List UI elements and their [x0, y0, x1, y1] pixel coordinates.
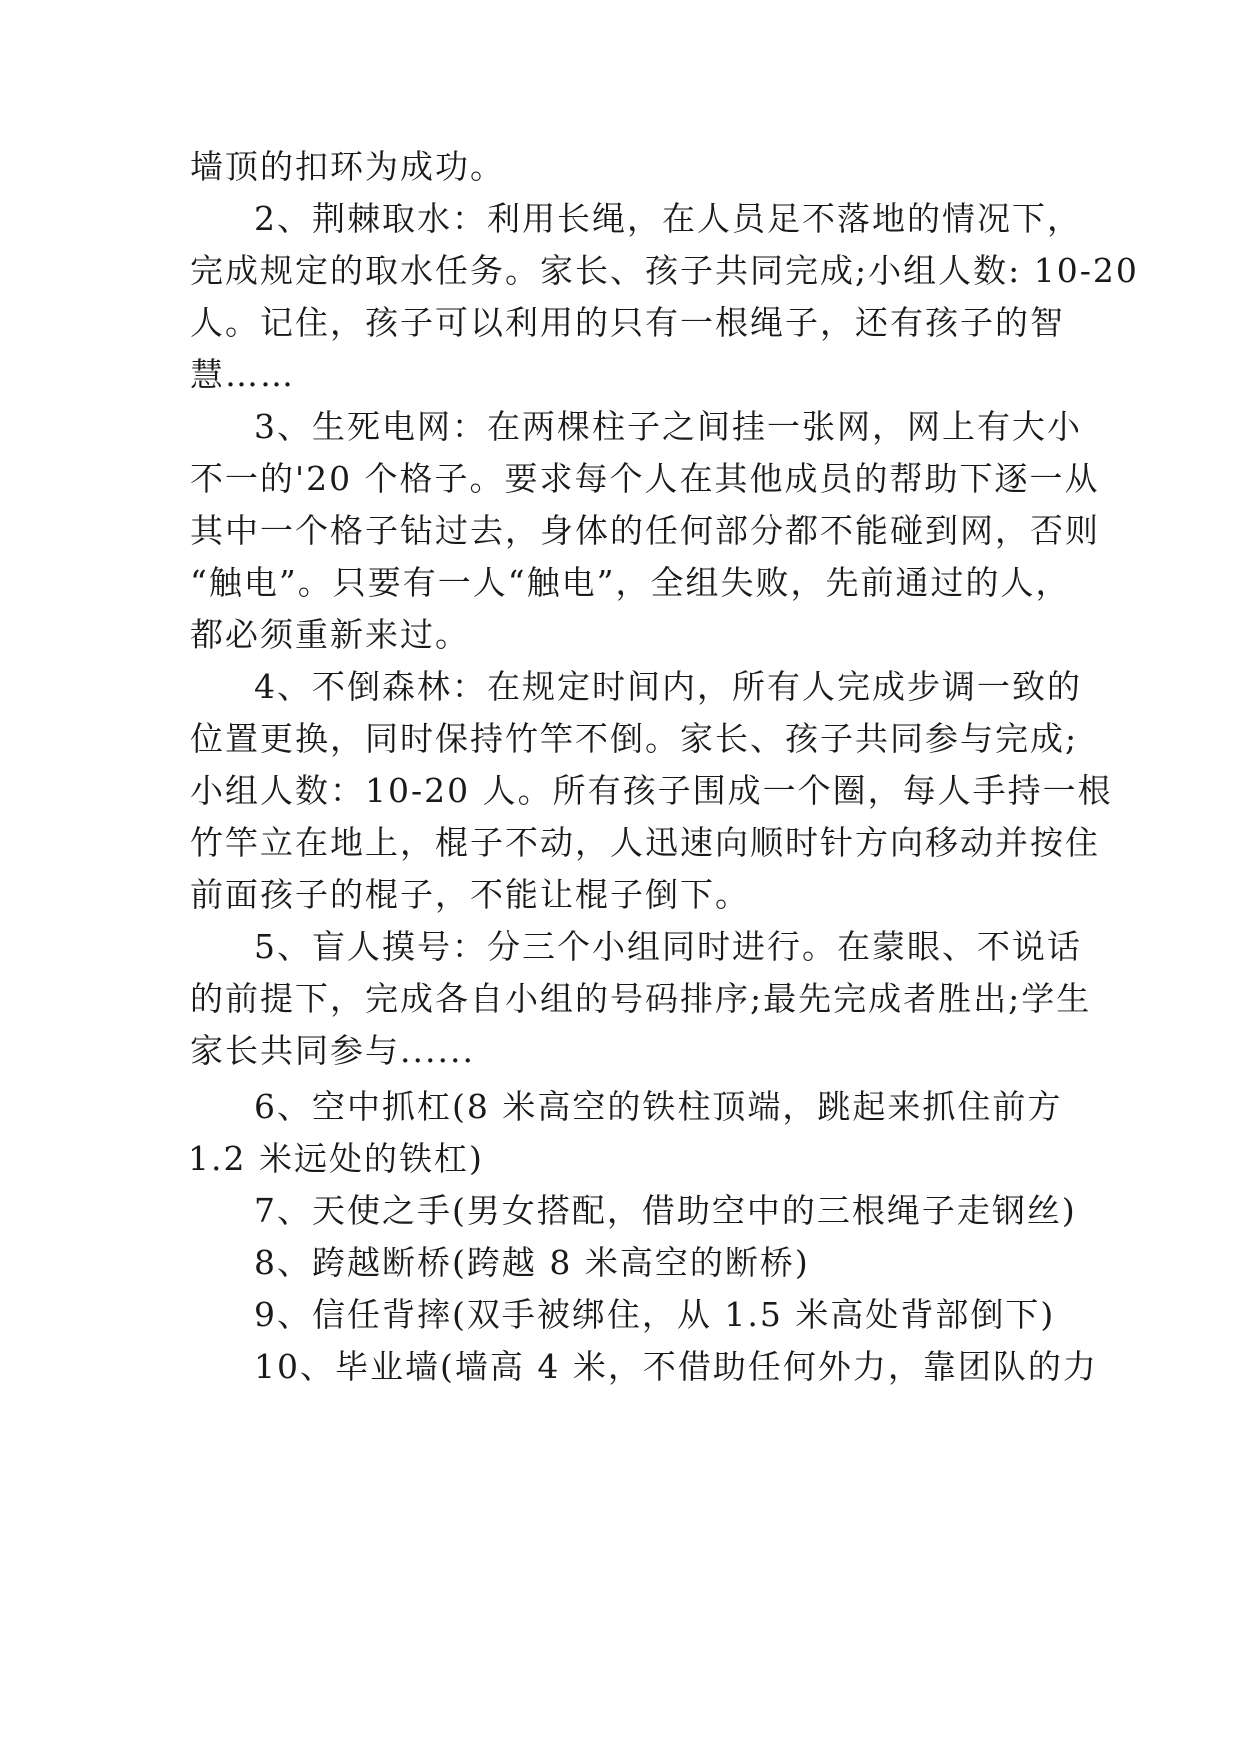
item-10-line: 10、毕业墙(墙高 4 米，不借助任何外力，靠团队的力	[254, 1347, 1098, 1386]
text-line-13: 小组人数：10-20 人。所有孩子围成一个圈，每人手持一根	[190, 771, 1113, 810]
item-7-line: 7、天使之手(男女搭配，借助空中的三根绳子走钢丝)	[254, 1191, 1077, 1230]
item-6-title-line: 6、空中抓杠(8 米高空的铁柱顶端，跳起来抓住前方	[254, 1087, 1063, 1126]
text-line-12: 位置更换，同时保持竹竿不倒。家长、孩子共同参与完成;	[190, 719, 1079, 758]
text-line-9: “触电”。只要有一人“触电”，全组失败，先前通过的人，	[190, 563, 1071, 602]
item-5-title-line: 5、盲人摸号：分三个小组同时进行。在蒙眼、不说话	[254, 927, 1082, 966]
text-line-7: 不一的'20 个格子。要求每个人在其他成员的帮助下逐一从	[190, 459, 1100, 498]
item-8-line: 8、跨越断桥(跨越 8 米高空的断桥)	[254, 1243, 810, 1282]
text-line-4: 人。记住，孩子可以利用的只有一根绳子，还有孩子的智	[190, 303, 1065, 342]
text-line-10: 都必须重新来过。	[190, 615, 470, 654]
text-line-17: 的前提下，完成各自小组的号码排序;最先完成者胜出;学生	[190, 979, 1092, 1018]
item-3-title-line: 3、生死电网：在两棵柱子之间挂一张网，网上有大小	[254, 407, 1082, 446]
text-line-3: 完成规定的取水任务。家长、孩子共同完成;小组人数: 10-20	[190, 251, 1139, 290]
text-line-18: 家长共同参与......	[190, 1031, 475, 1070]
text-line-20: 1.2 米远处的铁杠)	[188, 1139, 484, 1178]
text-line-15: 前面孩子的棍子，不能让棍子倒下。	[190, 875, 750, 914]
text-line-8: 其中一个格子钻过去，身体的任何部分都不能碰到网，否则	[190, 511, 1100, 550]
text-line-1: 墙顶的扣环为成功。	[190, 147, 505, 186]
text-line-14: 竹竿立在地上，棍子不动，人迅速向顺时针方向移动并按住	[190, 823, 1100, 862]
text-line-5: 慧……	[190, 355, 295, 394]
item-9-line: 9、信任背摔(双手被绑住，从 1.5 米高处背部倒下)	[254, 1295, 1056, 1334]
item-2-title-line: 2、荆棘取水：利用长绳，在人员足不落地的情况下，	[254, 199, 1082, 238]
item-4-title-line: 4、不倒森林：在规定时间内，所有人完成步调一致的	[254, 667, 1082, 706]
